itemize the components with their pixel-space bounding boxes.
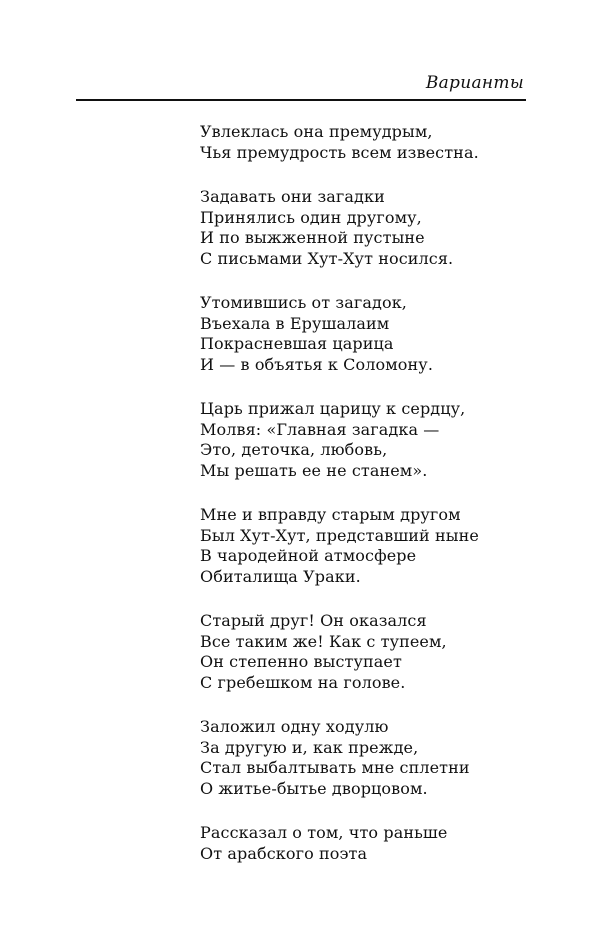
poem-line: Задавать они загадки [200, 187, 385, 206]
poem-line: Чья премудрость всем известна. [200, 142, 479, 162]
stanza-1 [200, 122, 530, 163]
poem-line: Обиталища Ураки. [200, 566, 361, 586]
poem-line: Заложил одну ходулю [200, 717, 389, 736]
stanza-6 [200, 611, 530, 693]
poem-line: Это, деточка, любовь, [200, 440, 388, 459]
poem-line: За другую и, как прежде, [200, 737, 419, 757]
stanza-8 [200, 823, 530, 864]
poem-line: Мне и вправду старым другом [200, 505, 461, 524]
poem-line: Царь прижал царицу к сердцу, [200, 399, 466, 418]
stanza-2 [200, 187, 530, 269]
poem-line: Стал выбалтывать мне сплетни [200, 758, 470, 777]
poem-line: В чародейной атмосфере [200, 546, 417, 565]
poem-line: Рассказал о том, что раньше [200, 823, 448, 842]
stanza-4 [200, 399, 530, 481]
running-title: Варианты [425, 73, 524, 93]
poem-line: Он степенно выступает [200, 652, 402, 671]
poem-line: И по выжженной пустыне [200, 228, 425, 247]
poem-line: Был Хут-Хут, представший ныне [200, 525, 479, 545]
stanza-7 [200, 717, 530, 799]
poem-line: Принялись один другому, [200, 207, 422, 227]
poem-line: Въехала в Ерушалаим [200, 313, 390, 333]
poem-line: И — в объятья к Соломону. [200, 354, 433, 374]
poem-line: Увлеклась она премудрым, [200, 122, 433, 141]
poem-line: От арабского поэта [200, 843, 368, 863]
poem-line: Мы решать ее не станем». [200, 460, 428, 480]
poem-line: Молвя: «Главная загадка — [200, 419, 440, 439]
poem-line: Все таким же! Как с тупеем, [200, 631, 447, 651]
poem-line: Покрасневшая царица [200, 334, 394, 353]
poem-line: С письмами Хут-Хут носился. [200, 248, 454, 268]
header-rule [76, 99, 526, 101]
stanza-5 [200, 505, 530, 587]
poem-body [200, 122, 530, 888]
stanza-3 [200, 293, 530, 375]
poem-line: О житье-бытье дворцовом. [200, 778, 428, 798]
poem-line: С гребешком на голове. [200, 672, 406, 692]
poem-line: Утомившись от загадок, [200, 293, 407, 312]
poem-line: Старый друг! Он оказался [200, 611, 427, 630]
